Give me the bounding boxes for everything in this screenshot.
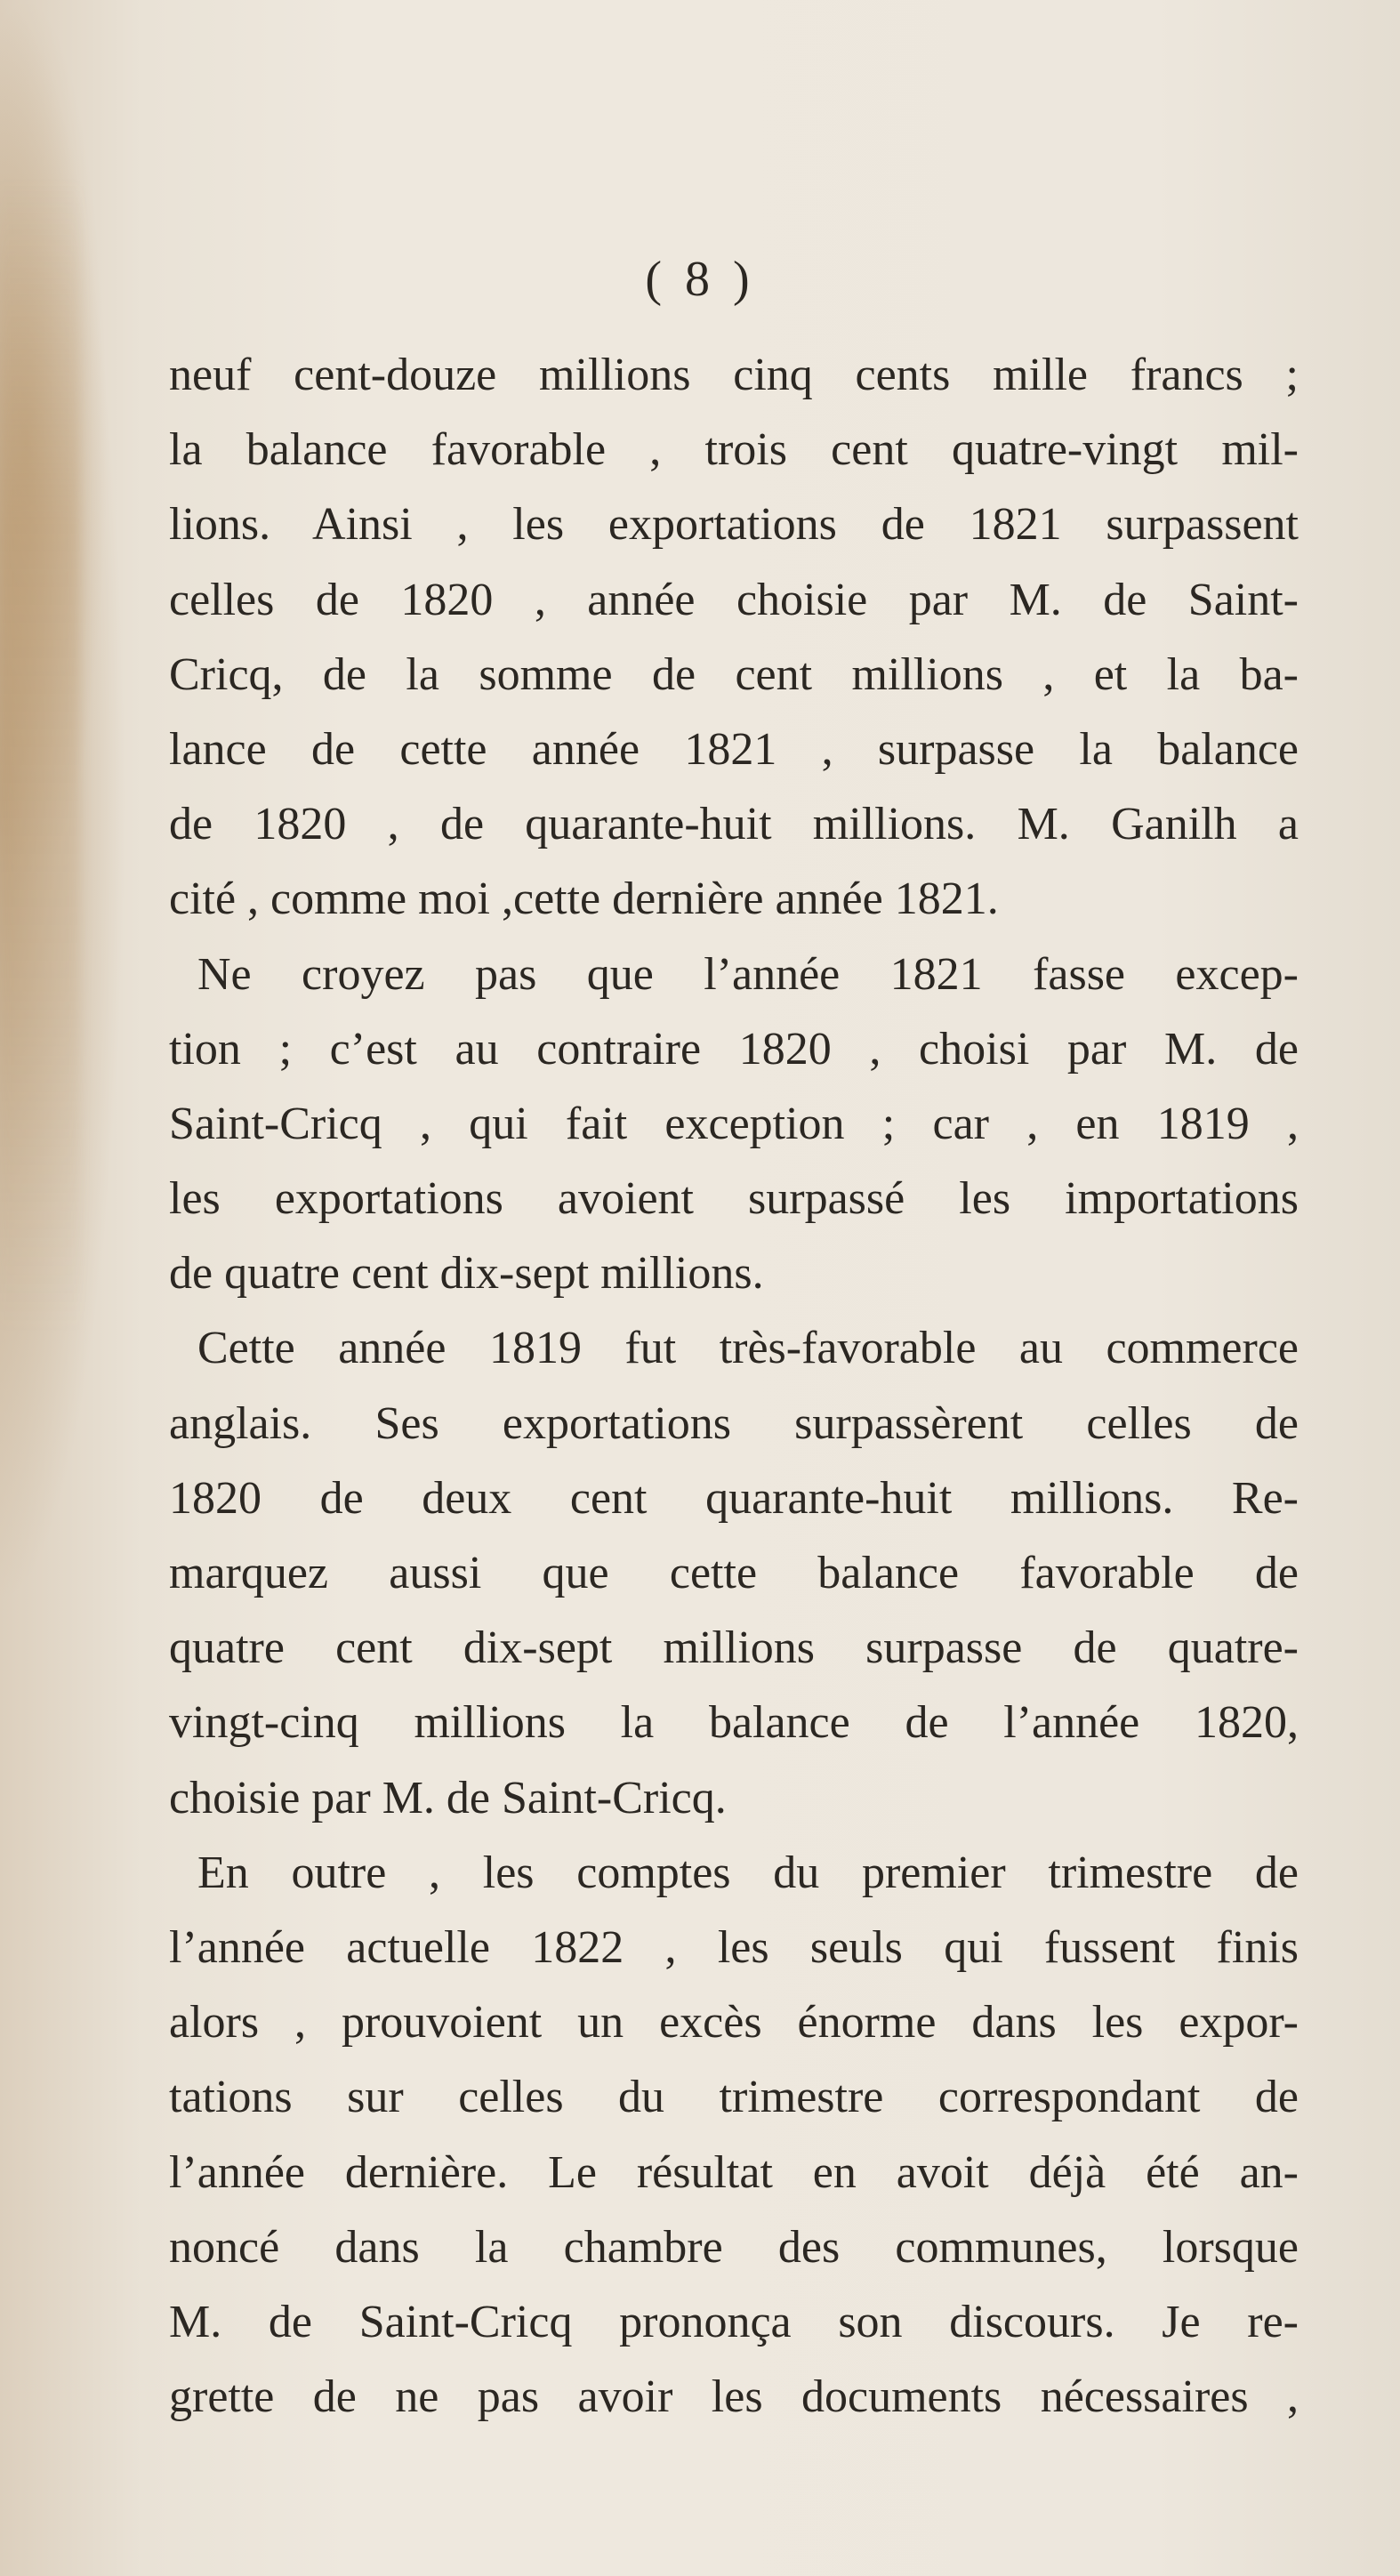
text-line: les exportations avoient surpassé les importations	[169, 1173, 1299, 1225]
text-line: l’année dernière. Le résultat en avoit déjà été an-	[169, 2146, 1299, 2198]
text-line: l’année actuelle 1822 , les seuls qui fussent finis	[169, 1921, 1299, 1973]
text-line: Cricq, de la somme de cent millions , et la ba-	[169, 648, 1299, 700]
text-line: alors , prouvoient un excès énorme dans les expor-	[169, 1997, 1299, 2049]
text-line: anglais. Ses exportations surpassèrent celles de	[169, 1397, 1299, 1449]
text-line: Ne croyez pas que l’année 1821 fasse excep-	[197, 948, 1299, 1000]
text-line: Cette année 1819 fut très-favorable au commerce	[197, 1323, 1299, 1374]
text-line: quatre cent dix-sept millions surpasse de quatre-	[169, 1622, 1299, 1674]
text-line: lions. Ainsi , les exportations de 1821 surpassent	[169, 499, 1299, 551]
text-line: tion ; c’est au contraire 1820 , choisi par M. de	[169, 1023, 1299, 1075]
text-line: de quatre cent dix-sept millions.	[169, 1248, 764, 1300]
page-stain	[0, 178, 80, 1334]
text-line: grette de ne pas avoir les documents nécessaires ,	[169, 2371, 1299, 2423]
text-line: vingt-cinq millions la balance de l’année 1820,	[169, 1697, 1299, 1749]
text-line: marquez aussi que cette balance favorable de	[169, 1548, 1299, 1598]
text-line: En outre , les comptes du premier trimestre de	[197, 1847, 1299, 1898]
page-number: ( 8 )	[645, 252, 755, 307]
text-line: choisie par M. de Saint-Cricq.	[169, 1772, 727, 1823]
text-line: noncé dans la chambre des communes, lorsque	[169, 2221, 1299, 2273]
text-line: la balance favorable , trois cent quatre-vingt mil-	[169, 424, 1299, 476]
text-line: 1820 de deux cent quarante-huit millions. Re-	[169, 1472, 1299, 1524]
text-line: M. de Saint-Cricq prononça son discours. Je re-	[169, 2296, 1299, 2347]
text-line: tations sur celles du trimestre correspondant de	[169, 2072, 1299, 2123]
text-line: lance de cette année 1821 , surpasse la balance	[169, 723, 1299, 775]
text-line: de 1820 , de quarante-huit millions. M. Ganilh a	[169, 799, 1299, 850]
text-line: neuf cent-douze millions cinq cents mille francs ;	[169, 350, 1299, 400]
text-line: cité , comme moi ,cette dernière année 1821.	[169, 873, 999, 925]
body-text	[169, 338, 1299, 2435]
text-line: celles de 1820 , année choisie par M. de Saint-	[169, 574, 1299, 625]
text-line: Saint-Cricq , qui fait exception ; car , en 1819 ,	[169, 1098, 1299, 1149]
